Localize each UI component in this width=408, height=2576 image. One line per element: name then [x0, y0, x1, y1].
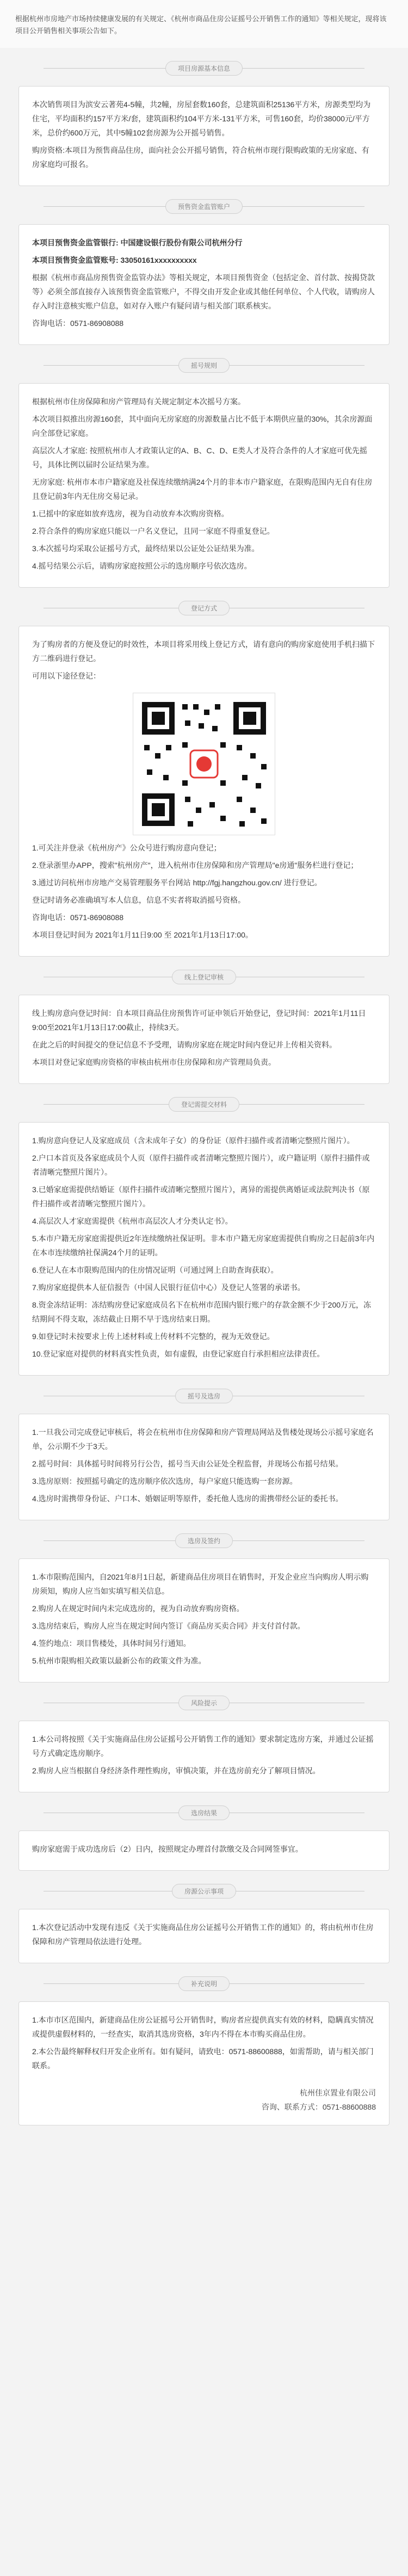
section-banner — [0, 1385, 408, 1406]
paragraph: 3.选房原则：按照摇号确定的选房顺序依次选房，每户家庭只能选购一套房源。 — [32, 1477, 298, 1486]
paragraph: 4.选房时需携带身份证、户口本、婚姻证明等原件，委托他人选房的需携带经公证的委托书。 — [32, 1494, 343, 1503]
section-title: 登记方式 — [178, 601, 230, 615]
paragraph: 10.登记家庭对提供的材料真实性负责，如有虚假，由登记家庭自行承担相应法律责任。 — [32, 1349, 325, 1358]
paragraph: 4.摇号结果公示后，请购房家庭按照公示的选房顺序号依次选房。 — [32, 562, 252, 570]
section-title: 登记需提交材料 — [169, 1097, 239, 1112]
section-card — [18, 1558, 390, 1683]
section-banner — [0, 1692, 408, 1713]
paragraph: 3.已婚家庭需提供结婚证（原件扫描件或清晰完整照片图片），离异的需提供离婚证或法院判决书（原件扫描件或者清晰完整照片图片）。 — [32, 1185, 370, 1208]
section-card — [18, 2001, 390, 2125]
paragraph: 5.杭州市限购相关政策以最新公布的政策文件为准。 — [32, 1656, 206, 1665]
paragraph: 2.登录浙里办APP，搜索"杭州房产"，进入杭州市住房保障和房产管理局"e房通"服务栏进行登记； — [32, 861, 358, 870]
section-title: 补充说明 — [178, 1976, 230, 1991]
paragraph: 可用以下途径登记： — [32, 671, 101, 680]
paragraph: 本项目对登记家庭购房资格的审核由杭州市住房保障和房产管理局负责。 — [32, 1058, 276, 1067]
section-card — [18, 1909, 390, 1963]
paragraph: 1.本次登记活动中发现有违反《关于实施商品住房公证摇号公开销售工作的通知》的，将由杭州市住房保障和房产管理局依法进行处理。 — [32, 1923, 374, 1946]
paragraph: 2.购房人应当根据自身经济条件理性购房，审慎决策，并在选房前充分了解项目情况。 — [32, 1766, 320, 1775]
paragraph: 根据《杭州市商品房预售资金监管办法》等相关规定，本项目预售资金（包括定金、首付款、按揭贷款等）必须全部直接存入该预售资金监管账户，不得交由开发企业或其他任何单位、个人代收，请购房人存入时注意核实账户信息，如对存入账户有疑问请与相关部门联系核实。 — [32, 273, 375, 310]
paragraph: 本项目登记时间为 2021年1月11日9:00 至 2021年1月13日17:00。 — [32, 930, 253, 939]
section-banner — [0, 966, 408, 987]
section-banner — [0, 1973, 408, 1994]
paragraph: 1.一旦我公司完成登记审核后，将会在杭州市住房保障和房产管理局网站及售楼处现场公示摇号家庭名单，公示期不少于3天。 — [32, 1428, 374, 1451]
paragraph: 本次销售项目为滨安云著苑4-5幢，共2幢，房屋套数160套，总建筑面积25136平方米，房源类型均为住宅，平均面积约157平方米/套，建筑面积约104平方米-131平方米，可售160套，均价38000元/平方米，总价约600万元，其中5幢102套房源为公开摇号销售。 — [32, 100, 371, 137]
section-banner — [0, 355, 408, 375]
paragraph: 5.本市户籍无房家庭需提供近2年连续缴纳社保证明。非本市户籍无房家庭需提供自购房之日起前3年内在本市连续缴纳社保满24个月的证明。 — [32, 1234, 375, 1257]
paragraph: 6.登记人在本市限购范围内的住房情况证明（可通过网上自助查询获取）。 — [32, 1266, 279, 1274]
paragraph: 1.本市市区范围内，新建商品住房公证摇号公开销售时，购房者应提供真实有效的材料，隐瞒真实情况或提供虚假材料的，一经查实，取消其选房资格，3年内不得在本市购买商品住房。 — [32, 2016, 374, 2038]
signature-block — [32, 2086, 376, 2114]
section-card — [18, 626, 390, 957]
section-title: 风险提示 — [178, 1696, 230, 1710]
paragraph: 1.本市限购范围内，自2021年8月1日起，新建商品住房项目在销售时，开发企业应当向购房人明示购房须知，购房人应当如实填写相关信息。 — [32, 1573, 369, 1595]
paragraph: 1.购房意向登记人及家庭成员（含未成年子女）的身份证（原件扫描件或者清晰完整照片图片）。 — [32, 1136, 355, 1145]
section-banner — [0, 1802, 408, 1823]
paragraph: 4.签约地点：项目售楼处，具体时间另行通知。 — [32, 1639, 191, 1648]
paragraph: 9.如登记时未按要求上传上述材料或上传材料不完整的，视为无效登记。 — [32, 1332, 275, 1341]
paragraph: 为了购房者的方便及登记的时效性，本项目将采用线上登记方式，请有意向的购房家庭使用手机扫描下方二维码进行登记。 — [32, 640, 375, 663]
paragraph: 1.可关注并登录《杭州房产》公众号进行购房意向登记； — [32, 843, 221, 852]
section-banner — [0, 196, 408, 217]
qr-code-icon[interactable] — [133, 693, 275, 835]
section-title: 线上登记审核 — [172, 970, 236, 984]
section-card — [18, 1414, 390, 1520]
paragraph: 2.户口本首页及各家庭成员个人页（原件扫描件或者清晰完整照片图片），或户籍证明（原件扫描件或者清晰完整照片图片）。 — [32, 1154, 370, 1176]
paragraph: 在此之后的时间提交的登记信息不予受理，请购房家庭在规定时间内登记并上传相关资料。 — [32, 1040, 337, 1049]
paragraph: 购房家庭需于成功选房后（2）日内，按照规定办理首付款缴交及合同网签事宜。 — [32, 1845, 303, 1853]
paragraph: 线上购房意向登记时间：自本项目商品住房预售许可证申领后开始登记，登记时间：2021年1月11日9:00至2021年1月13日17:00截止，持续3天。 — [32, 1009, 366, 1032]
paragraph: 无房家庭: 杭州市本市户籍家庭及社保连续缴纳满24个月的非本市户籍家庭，在限购范围内无自有住房且登记前3年内无住房交易记录。 — [32, 478, 373, 501]
section-card — [18, 995, 390, 1084]
section-banner — [0, 1094, 408, 1114]
section-title: 摇号规则 — [178, 358, 230, 373]
section-title: 预售资金监管账户 — [165, 199, 243, 214]
paragraph: 1.本公司将按照《关于实施商品住房公证摇号公开销售工作的通知》要求制定选房方案，并通过公证摇号方式确定选房顺序。 — [32, 1735, 374, 1758]
paragraph: 8.资金冻结证明：冻结购房登记家庭成员名下在杭州市范围内银行账户的存款金额不少于200万元，冻结期间不得支取，冻结截止日期不早于选房结束日期。 — [32, 1301, 372, 1323]
section-card — [18, 1721, 390, 1792]
section-banner — [0, 58, 408, 78]
contact-info: 咨询、联系方式：0571-88600888 — [261, 2103, 376, 2111]
paragraph: 咨询电话：0571-86908088 — [32, 913, 124, 922]
section-card — [18, 1831, 390, 1871]
paragraph: 高层次人才家庭: 按照杭州市人才政策认定的A、B、C、D、E类人才及符合条件的人才家庭可优先摇号，具体比例以届时公证结果为准。 — [32, 446, 368, 469]
section-card — [18, 383, 390, 588]
paragraph: 2.摇号时间：具体摇号时间将另行公告，摇号当天由公证处全程监督，并现场公布摇号结果。 — [32, 1459, 343, 1468]
section-title: 房源公示事项 — [172, 1884, 236, 1899]
section-card — [18, 224, 390, 345]
paragraph: 咨询电话：0571-86908088 — [32, 319, 124, 328]
qr-wrap — [32, 693, 376, 835]
paragraph: 本项目预售资金监管银行: 中国建设银行股份有限公司杭州分行 — [32, 238, 243, 247]
section-title: 摇号及选房 — [175, 1389, 233, 1403]
paragraph: 购房资格:本项目为预售商品住房，面向社会公开摇号销售，符合杭州市现行限购政策的无房家庭、有房家庭均可报名。 — [32, 146, 369, 169]
paragraph: 2.符合条件的购房家庭只能以一户名义登记，且同一家庭不得重复登记。 — [32, 527, 275, 535]
paragraph: 2.本公告最终解释权归开发企业所有。如有疑问，请致电：0571-88600888，如需帮助，请与相关部门联系。 — [32, 2047, 374, 2070]
paragraph: 本次项目拟推出房源160套，其中面向无房家庭的房源数量占比不低于本期供应量的30%，其余房源面向全部登记家庭。 — [32, 415, 373, 437]
paragraph: 3.通过访问杭州市房地产交易管理服务平台网站 http://fgj.hangzhou.gov.cn/ 进行登记。 — [32, 878, 322, 887]
paragraph: 2.购房人在规定时间内未完成选房的，视为自动放弃购房资格。 — [32, 1604, 244, 1613]
intro-text: 根据杭州市房地产市场持续健康发展的有关规定、《杭州市商品住房公证摇号公开销售工作的通知》等相关规定，现将该项目公开销售相关事项公告如下。 — [0, 0, 408, 48]
paragraph: 4.高层次人才家庭需提供《杭州市高层次人才分类认定书》。 — [32, 1217, 233, 1225]
section-card — [18, 1122, 390, 1376]
section-title: 选房及签约 — [175, 1533, 233, 1548]
paragraph: 3.本次摇号均采取公证摇号方式，最终结果以公证处公证结果为准。 — [32, 544, 259, 553]
paragraph: 登记时请务必准确填写本人信息，信息不实者将取消摇号资格。 — [32, 896, 245, 904]
paragraph: 本项目预售资金监管账号: 33050161xxxxxxxxxx — [32, 256, 197, 264]
paragraph: 3.选房结束后，购房人应当在规定时间内签订《商品房买卖合同》并支付首付款。 — [32, 1622, 305, 1630]
section-banner — [0, 1881, 408, 1901]
paragraph: 1.已摇中的家庭如放弃选房，视为自动放弃本次购房资格。 — [32, 509, 229, 518]
paragraph: 7.购房家庭提供本人征信报告（中国人民银行征信中心）及登记人签署的承诺书。 — [32, 1283, 305, 1292]
section-title: 选房结果 — [178, 1805, 230, 1820]
section-card — [18, 86, 390, 186]
section-banner — [0, 1530, 408, 1551]
company-name: 杭州佳京置业有限公司 — [300, 2088, 376, 2097]
paragraph: 根据杭州市住房保障和房产管理局有关规定制定本次摇号方案。 — [32, 397, 245, 406]
section-banner — [0, 597, 408, 618]
section-title: 项目房源基本信息 — [165, 61, 243, 76]
